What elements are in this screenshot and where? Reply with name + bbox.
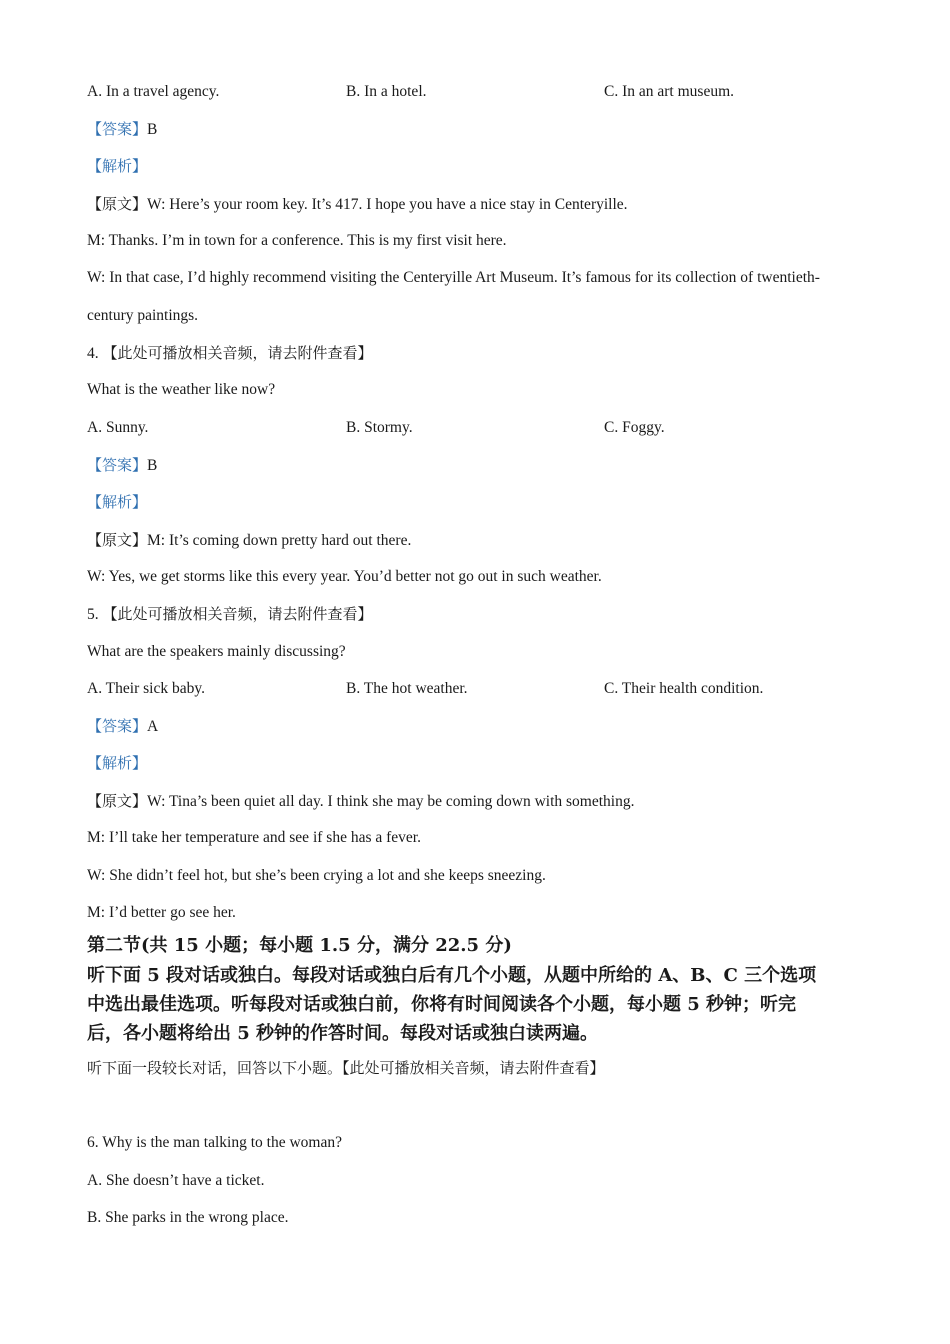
answer-value: B <box>147 121 158 138</box>
question-number: 5. <box>87 606 99 623</box>
section-heading: 第二节(共 15 小题；每小题 1.5 分，满分 22.5 分) <box>87 935 512 956</box>
q3-transcript-line <box>87 194 628 215</box>
q4-header <box>87 343 373 364</box>
q5-option-b: B. The hot weather. <box>346 680 468 697</box>
section-instructions: 后，各小题将给出 5 秒钟的作答时间。每段对话或独白读两遍。 <box>87 1023 599 1044</box>
transcript-tag: 【原文】 <box>87 792 148 810</box>
q5-header <box>87 604 373 625</box>
q4-question: What is the weather like now? <box>87 381 276 398</box>
q3-transcript-line: century paintings. <box>87 307 199 324</box>
q5-answer <box>87 716 158 737</box>
q4-option-a: A. Sunny. <box>87 419 149 436</box>
q6-option-b: B. She parks in the wrong place. <box>87 1209 289 1226</box>
q4-transcript-line <box>87 530 411 551</box>
q3-option-c: C. In an art museum. <box>604 83 735 100</box>
q3-transcript-line: M: Thanks. I’m in town for a conference. This is my first visit here. <box>87 232 507 249</box>
listen-note: 听下面一段较长对话，回答以下小题。【此处可播放相关音频，请去附件查看】 <box>87 1059 605 1077</box>
q3-option-a: A. In a travel agency. <box>87 83 220 100</box>
q4-transcript-line: W: Yes, we get storms like this every year. You’d better not go out in such weather. <box>87 568 602 585</box>
q5-transcript-line: M: I’ll take her temperature and see if she has a fever. <box>87 829 421 846</box>
q5-transcript-line <box>87 791 635 812</box>
q5-option-a: A. Their sick baby. <box>87 680 205 697</box>
q4-option-b: B. Stormy. <box>346 419 413 436</box>
answer-tag: 【答案】 <box>87 717 148 735</box>
q4-answer <box>87 455 157 476</box>
q4-analysis-tag: 【解析】 <box>87 493 148 511</box>
q5-analysis-tag: 【解析】 <box>87 754 148 772</box>
transcript-tag: 【原文】 <box>87 531 148 549</box>
transcript-tag: 【原文】 <box>87 195 148 213</box>
answer-value: A <box>147 718 159 735</box>
transcript-text: W: Here’s your room key. It’s 417. I hope you have a nice stay in Centeryille. <box>147 196 628 213</box>
q5-option-c: C. Their health condition. <box>604 680 764 697</box>
question-number: 4. <box>87 345 99 362</box>
q6-question: 6. Why is the man talking to the woman? <box>87 1134 342 1151</box>
answer-tag: 【答案】 <box>87 456 148 474</box>
q6-option-a: A. She doesn’t have a ticket. <box>87 1172 265 1189</box>
transcript-text: M: It’s coming down pretty hard out there. <box>147 532 412 549</box>
q3-analysis-tag: 【解析】 <box>87 157 148 175</box>
q3-option-b: B. In a hotel. <box>346 83 427 100</box>
q5-question: What are the speakers mainly discussing? <box>87 643 346 660</box>
answer-tag: 【答案】 <box>87 120 148 138</box>
q3-transcript-line: W: In that case, I’d highly recommend visiting the Centeryille Art Museum. It’s famous for its collection of twentieth- <box>87 269 820 286</box>
answer-value: B <box>147 457 158 474</box>
section-instructions: 听下面 5 段对话或独白。每段对话或独白后有几个小题，从题中所给的 A、B、C 三个选项 <box>87 965 817 986</box>
q4-option-c: C. Foggy. <box>604 419 665 436</box>
audio-note-link[interactable]: 【此处可播放相关音频，请去附件查看】 <box>102 605 373 623</box>
audio-note-link[interactable]: 【此处可播放相关音频，请去附件查看】 <box>102 344 373 362</box>
transcript-text: W: Tina’s been quiet all day. I think she may be coming down with something. <box>147 793 635 810</box>
q5-transcript-line: M: I’d better go see her. <box>87 904 236 921</box>
q5-transcript-line: W: She didn’t feel hot, but she’s been crying a lot and she keeps sneezing. <box>87 867 546 884</box>
section-instructions: 中选出最佳选项。听每段对话或独白前，你将有时间阅读各个小题，每小题 5 秒钟；听完 <box>87 994 797 1015</box>
q3-answer <box>87 119 157 140</box>
